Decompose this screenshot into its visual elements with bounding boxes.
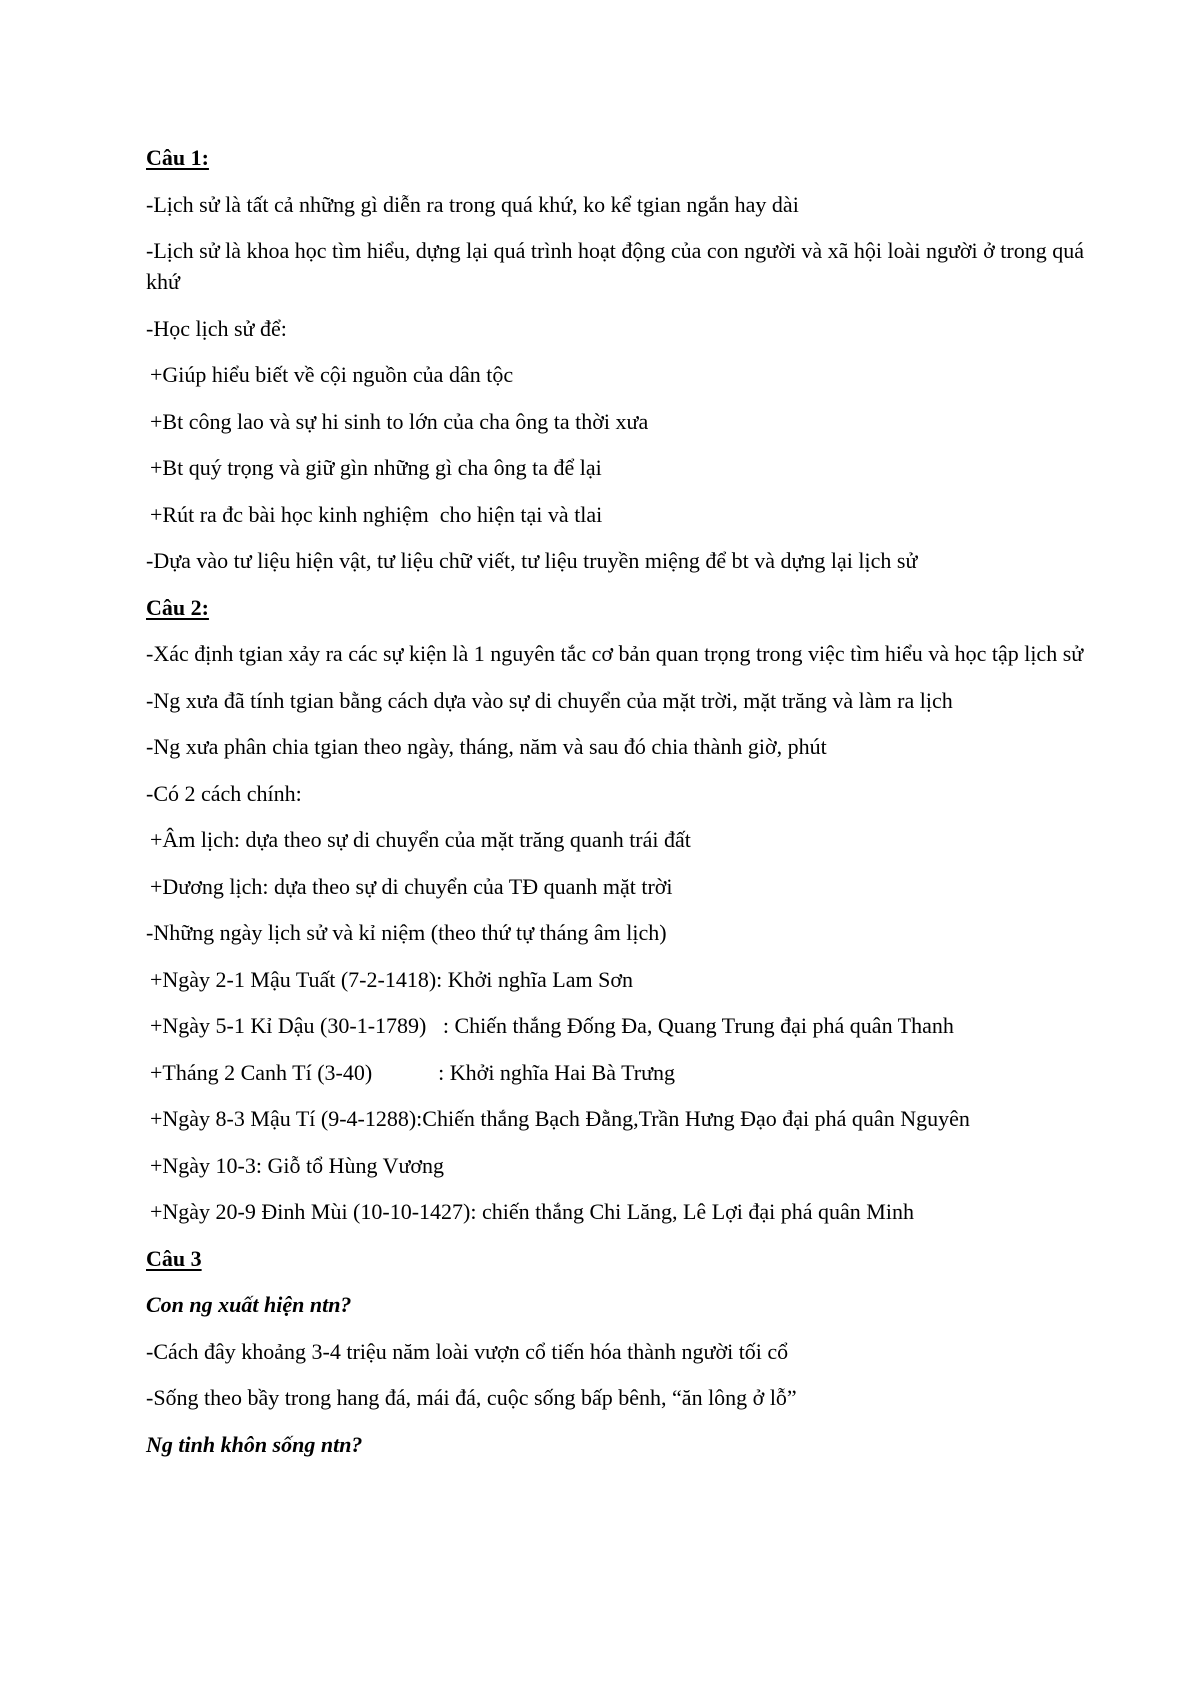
bullet-item: +Ngày 8-3 Mậu Tí (9-4-1288):Chiến thắng Bạch Đằng,Trần Hưng Đạo đại phá quân Nguyên	[150, 1106, 970, 1131]
paragraph: -Sống theo bầy trong hang đá, mái đá, cuộc sống bấp bênh, “ăn lông ở lỗ”	[146, 1385, 797, 1410]
heading-cau-1: Câu 1:	[146, 145, 209, 170]
paragraph: -Ng xưa phân chia tgian theo ngày, tháng, năm và sau đó chia thành giờ, phút	[146, 734, 827, 759]
document-body	[146, 142, 1090, 1475]
bullet-item: +Ngày 10-3: Giỗ tổ Hùng Vương	[150, 1152, 445, 1178]
heading-cau-2: Câu 2:	[146, 594, 209, 620]
heading-cau-3: Câu 3	[146, 1245, 202, 1271]
paragraph: -Học lịch sử để:	[146, 315, 287, 341]
paragraph: -Dựa vào tư liệu hiện vật, tư liệu chữ viết, tư liệu truyền miệng để bt và dựng lại lịch sử	[146, 548, 918, 573]
paragraph: -Ng xưa đã tính tgian bằng cách dựa vào sự di chuyển của mặt trời, mặt trăng và làm ra lịch	[146, 687, 953, 713]
bullet-item: +Ngày 20-9 Đinh Mùi (10-10-1427): chiến thắng Chi Lăng, Lê Lợi đại phá quân Minh	[150, 1199, 914, 1224]
paragraph: -Những ngày lịch sử và kỉ niệm (theo thứ tự tháng âm lịch)	[146, 920, 667, 945]
bullet-item: +Dương lịch: dựa theo sự di chuyển của TĐ quanh mặt trời	[150, 873, 673, 899]
bullet-item: +Ngày 2-1 Mậu Tuất (7-2-1418): Khởi nghĩa Lam Sơn	[150, 966, 633, 992]
bullet-item: +Tháng 2 Canh Tí (3-40) : Khởi nghĩa Hai Bà Trưng	[150, 1059, 676, 1085]
paragraph: -Lịch sử là khoa học tìm hiểu, dựng lại quá trình hoạt động của con người và xã hội loài người ở trong quá khứ	[146, 238, 1090, 294]
paragraph: -Có 2 cách chính:	[146, 780, 302, 806]
bullet-item: +Bt quý trọng và giữ gìn những gì cha ông ta để lại	[150, 455, 602, 480]
subheading: Con ng xuất hiện ntn?	[146, 1292, 352, 1317]
bullet-item: +Âm lịch: dựa theo sự di chuyển của mặt trăng quanh trái đất	[150, 827, 691, 852]
paragraph: -Lịch sử là tất cả những gì diễn ra trong quá khứ, ko kể tgian ngắn hay dài	[146, 191, 799, 217]
bullet-item: +Rút ra đc bài học kinh nghiệm cho hiện tại và tlai	[150, 501, 603, 527]
paragraph: -Xác định tgian xảy ra các sự kiện là 1 nguyên tắc cơ bản quan trọng trong việc tìm hiểu và học tập lịch sử	[146, 641, 1084, 666]
subheading: Ng tinh khôn sống ntn?	[146, 1431, 363, 1457]
bullet-item: +Bt công lao và sự hi sinh to lớn của cha ông ta thời xưa	[150, 408, 649, 434]
bullet-item: +Giúp hiểu biết về cội nguồn của dân tộc	[150, 362, 514, 387]
paragraph: -Cách đây khoảng 3-4 triệu năm loài vượn cổ tiến hóa thành người tối cổ	[146, 1338, 789, 1364]
bullet-item: +Ngày 5-1 Kỉ Dậu (30-1-1789) : Chiến thắng Đống Đa, Quang Trung đại phá quân Thanh	[150, 1013, 954, 1038]
